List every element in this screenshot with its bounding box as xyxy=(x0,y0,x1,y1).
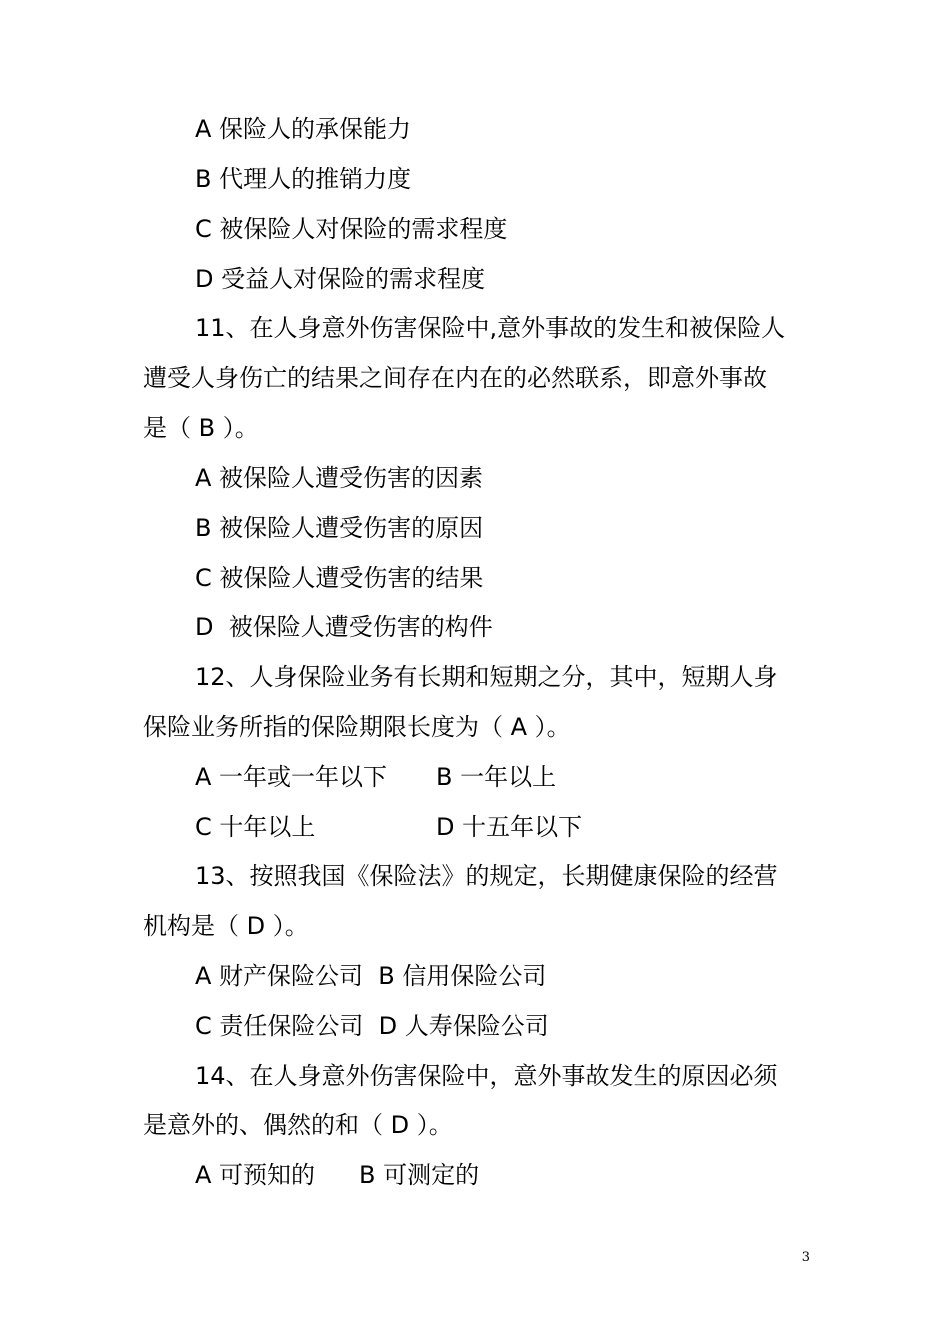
page-number: 3 xyxy=(801,1250,810,1265)
line-question-12-part2: 保险业务所指的保险期限长度为（ A ）。 xyxy=(143,713,571,741)
line-option-b-agent-sales: B 代理人的推销力度 xyxy=(195,165,412,193)
line-q12-option-b: B 一年以上 xyxy=(436,763,557,791)
line-q12-option-c: C 十年以上 xyxy=(195,813,316,841)
line-question-11-part2: 遭受人身伤亡的结果之间存在内在的必然联系，即意外事故 xyxy=(143,364,767,392)
line-q11-option-d: D 被保险人遭受伤害的构件 xyxy=(195,613,493,641)
line-q11-option-b: B 被保险人遭受伤害的原因 xyxy=(195,514,484,542)
line-question-12-part1: 12、人身保险业务有长期和短期之分，其中，短期人身 xyxy=(195,663,778,691)
line-option-c-insured-demand: C 被保险人对保险的需求程度 xyxy=(195,215,508,243)
line-q11-option-c: C 被保险人遭受伤害的结果 xyxy=(195,564,484,592)
line-q14-option-b: B 可测定的 xyxy=(359,1161,480,1189)
line-q11-option-a: A 被保险人遭受伤害的因素 xyxy=(195,464,484,492)
line-q14-option-a: A 可预知的 xyxy=(195,1161,316,1189)
line-q12-option-d: D 十五年以下 xyxy=(436,813,583,841)
line-q12-option-a: A 一年或一年以下 xyxy=(195,763,388,791)
line-q13-options-ab: A 财产保险公司 B 信用保险公司 xyxy=(195,962,547,990)
line-question-14-part2: 是意外的、偶然的和（ D ）。 xyxy=(143,1111,453,1139)
line-q13-options-cd: C 责任保险公司 D 人寿保险公司 xyxy=(195,1012,549,1040)
line-question-11-part1: 11、在人身意外伤害保险中,意外事故的发生和被保险人 xyxy=(195,314,786,342)
line-question-13-part1: 13、按照我国《保险法》的规定，长期健康保险的经营 xyxy=(195,862,778,890)
line-option-a-underwriting-capacity: A 保险人的承保能力 xyxy=(195,115,412,143)
line-option-d-beneficiary-demand: D 受益人对保险的需求程度 xyxy=(195,265,486,293)
line-question-13-part2: 机构是（ D ）。 xyxy=(143,912,309,940)
line-question-11-part3: 是（ B ）。 xyxy=(143,414,259,442)
line-question-14-part1: 14、在人身意外伤害保险中，意外事故发生的原因必须 xyxy=(195,1062,778,1090)
